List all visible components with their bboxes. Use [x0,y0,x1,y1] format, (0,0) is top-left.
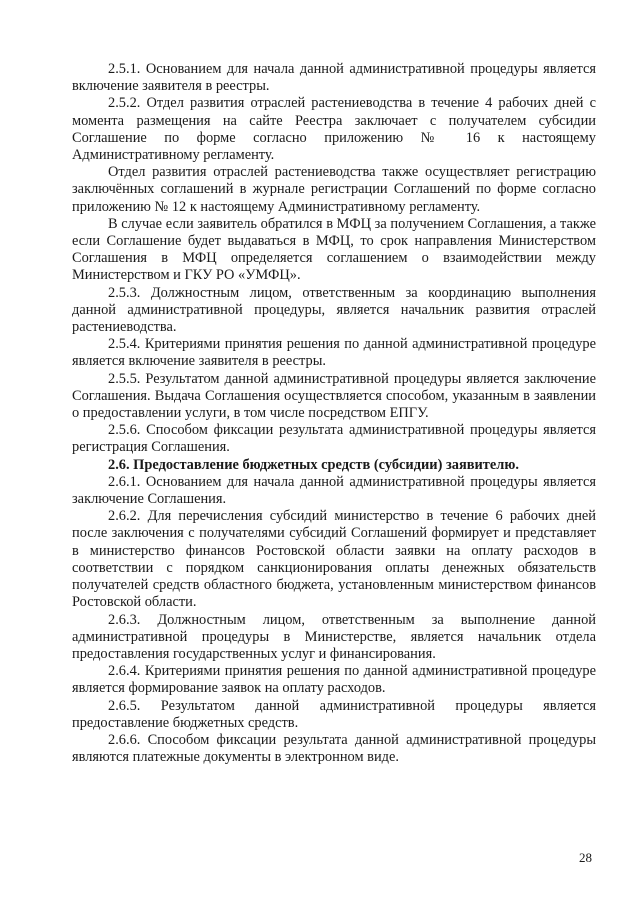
paragraph-2-5-4: 2.5.4. Критериями принятия решения по данной административной процедуре является включение заявителя в реестры. [72,336,596,370]
paragraph-2-6-3: 2.6.3. Должностным лицом, ответственным за выполнение данной административной процедуры в Министерстве, является начальник отдела предоставления государственных услуг и финансирования. [72,611,596,662]
paragraph-2-5-2: 2.5.2. Отдел развития отраслей растениеводства в течение 4 рабочих дней с момента размещения на сайте Реестра заключает с получателем субсидии Соглашение по форме согласно приложению № 16 к настоящему Административному регламенту. [72,95,596,164]
paragraph-2-6-5: 2.6.5. Результатом данной административной процедуры является предоставление бюджетных средств. [72,697,596,731]
page-number: 28 [579,850,592,865]
paragraph-2-6-2: 2.6.2. Для перечисления субсидий министерство в течение 6 рабочих дней после заключения с получателями субсидий Соглашений формирует и представляет в министерство финансов Ростовской области заявки на оплату расходов в соответствии с порядком санкционирования оплаты денежных обязательств получателей средств областного бюджета, установленным министерством финансов Ростовской области. [72,508,596,611]
paragraph-2-5-5: 2.5.5. Результатом данной административной процедуры является заключение Соглашения. Выдача Соглашения осуществляется способом, указанным в заявлении о предоставлении услуги, в том числе посредством ЕПГУ. [72,370,596,422]
paragraph-2-5-6: 2.5.6. Способом фиксации результата административной процедуры является регистрация Соглашения. [72,422,596,456]
paragraph-2-5-3: 2.5.3. Должностным лицом, ответственным за координацию выполнения данной административной процедуры, является начальник развития отраслей растениеводства. [72,284,596,336]
paragraph-2-6-6: 2.6.6. Способом фиксации результата данной административной процедуры являются платежные документы в электронном виде. [72,731,596,766]
paragraph-registration: Отдел развития отраслей растениеводства также осуществляет регистрацию заключённых соглашений в журнале регистрации Соглашений по форме согласно приложению № 12 к настоящему Административному регламенту. [72,164,596,215]
paragraph-mfc: В случае если заявитель обратился в МФЦ за получением Соглашения, а также если Соглашение будет выдаваться в МФЦ, то срок направления Министерством Соглашения в МФЦ определяется соглашением о взаимодействии между Министерством и ГКУ РО «УМФЦ». [72,215,596,284]
document-body [72,61,596,766]
paragraph-2-5-1: 2.5.1. Основанием для начала данной административной процедуры является включение заявителя в реестры. [72,61,596,95]
paragraph-2-6-1: 2.6.1. Основанием для начала данной административной процедуры является заключение Соглашения. [72,473,596,508]
paragraph-2-6-4: 2.6.4. Критериями принятия решения по данной административной процедуре является формирование заявок на оплату расходов. [72,663,596,697]
section-heading-2-6: 2.6. Предоставление бюджетных средств (субсидии) заявителю. [108,456,519,473]
